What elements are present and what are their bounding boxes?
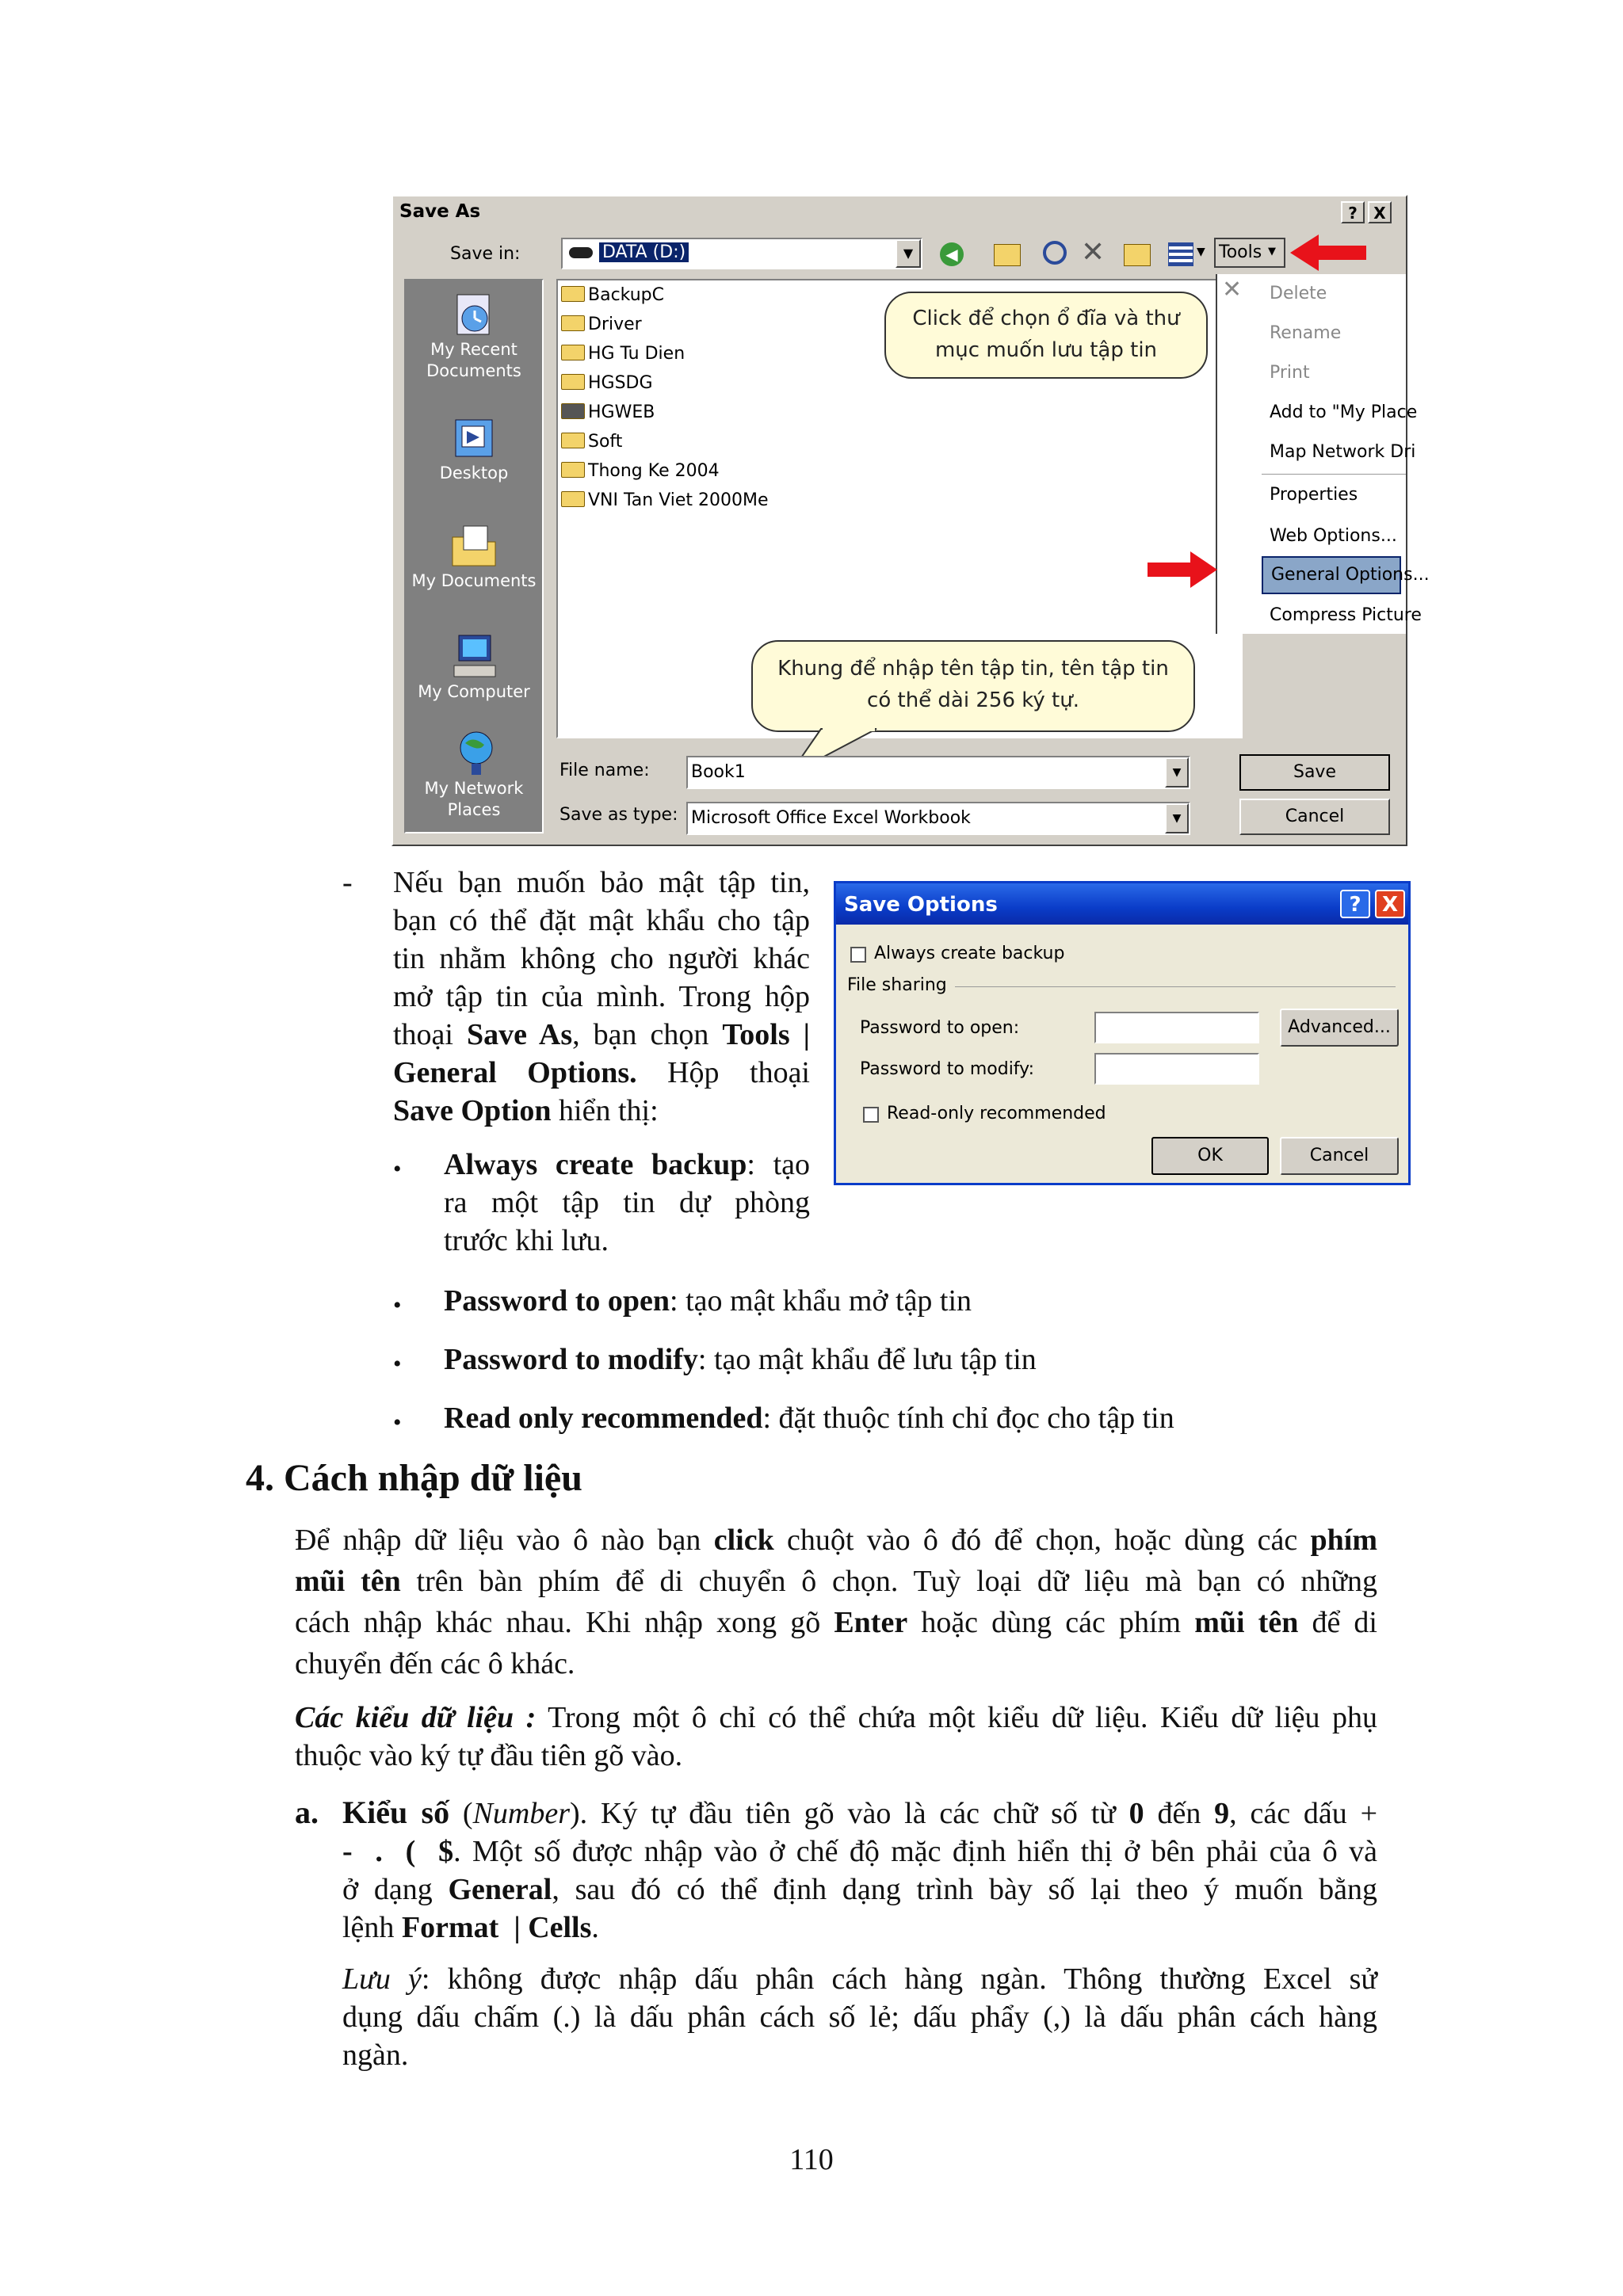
close-icon: ✕ (1222, 276, 1243, 303)
text-bold: - . ( $ (342, 1835, 454, 1868)
intro-line: mở tập tin của mình. Trong hộp (393, 980, 810, 1013)
text-span: Để nhập dữ liệu vào ô nào bạn (295, 1524, 714, 1557)
tools-chevron-icon: ▼ (1268, 246, 1276, 257)
folder-item[interactable] (561, 285, 664, 305)
text-span: đến (1144, 1797, 1215, 1830)
place-recent[interactable] (406, 290, 542, 382)
para-line: thuộc vào ký tự đầu tiên gõ vào. (295, 1739, 683, 1772)
intro-line: bạn có thể đặt mật khẩu cho tập (393, 904, 810, 937)
advanced-button[interactable]: Advanced... (1280, 1009, 1399, 1047)
menu-item-print[interactable]: Print (1270, 363, 1310, 383)
folder-icon (561, 462, 585, 478)
note-paragraph (342, 1960, 1377, 2074)
text-span: , bạn chọn (572, 1018, 723, 1051)
save-options-titlebar (836, 883, 1408, 925)
places-bar (404, 279, 544, 833)
menu-item-compress-pictures[interactable]: Compress Picture (1270, 605, 1422, 625)
save-button[interactable]: Save (1239, 754, 1390, 791)
file-name-input[interactable] (686, 756, 1190, 789)
chevron-down-icon[interactable]: ▼ (1165, 757, 1189, 788)
chevron-down-icon[interactable]: ▼ (896, 239, 921, 268)
text-span: hiển thị: (551, 1094, 659, 1127)
save-as-type-value: Microsoft Office Excel Workbook (691, 808, 971, 828)
back-icon[interactable]: ◀ (940, 242, 964, 266)
folder-item[interactable] (561, 315, 642, 334)
folder-name: Soft (588, 432, 623, 452)
always-backup-label: Always create backup (874, 944, 1065, 963)
save-as-dialog (391, 195, 1430, 846)
readonly-label: Read-only recommended (887, 1104, 1106, 1123)
para-line (295, 1602, 1377, 1643)
folder-name: HG Tu Dien (588, 344, 685, 364)
place-label: Documents (426, 361, 521, 380)
intro-line (393, 1092, 810, 1130)
folder-name: BackupC (588, 285, 665, 305)
text-span: : không được nhập dấu phân cách hàng ngàn. Thông thường Excel sử (421, 1962, 1377, 1996)
intro-line (393, 1016, 810, 1054)
views-icon[interactable] (1168, 242, 1193, 266)
para-line (342, 1909, 1377, 1947)
save-in-value: DATA (D:) (599, 242, 689, 262)
para-line (342, 1833, 1377, 1871)
help-button[interactable]: ? (1340, 890, 1370, 918)
text-bold: mũi tên (1194, 1606, 1299, 1639)
callout-tools (884, 292, 1208, 379)
folder-name: VNI Tan Viet 2000Me (588, 490, 769, 510)
para-line (295, 1699, 1377, 1737)
text-span: : tạo mật khẩu mở tập tin (670, 1284, 972, 1318)
folder-item[interactable] (561, 432, 622, 452)
text-span: , các dấu + (1229, 1797, 1378, 1830)
bullet-icon: • (393, 1292, 402, 1318)
place-label: My Network (424, 779, 524, 798)
text-bold: click (713, 1524, 774, 1557)
text-bold: Save As (467, 1018, 573, 1051)
place-label: Places (447, 800, 501, 819)
folder-item[interactable] (561, 402, 655, 422)
always-backup-checkbox[interactable] (850, 947, 866, 963)
para-line: dụng dấu chấm (.) là dấu phân cách số lẻ; dấu phẩy (,) là dấu phân cách hàng (342, 2000, 1377, 2034)
dash-bullet: - (342, 866, 353, 899)
bullet-readonly (444, 1399, 1174, 1437)
folder-icon (561, 433, 585, 448)
para-line (295, 1561, 1377, 1602)
bullet-icon: • (393, 1156, 402, 1182)
file-sharing-label: File sharing (847, 975, 947, 995)
place-my-computer[interactable] (406, 632, 542, 703)
file-sharing-separator (955, 986, 1396, 987)
up-folder-icon[interactable] (994, 244, 1021, 266)
folder-name: HGWEB (588, 402, 655, 422)
item-label: a. (295, 1794, 319, 1830)
text-span: : tạo (747, 1148, 810, 1181)
callout-tools-text: Click để chọn ổ đĩa và thư mục muốn lưu tập tin (912, 307, 1180, 362)
menu-item-web-options[interactable]: Web Options... (1270, 526, 1397, 546)
save-as-type-select[interactable] (686, 802, 1190, 835)
text-bold: phím (1310, 1524, 1377, 1557)
intro-paragraph (393, 864, 810, 1130)
para-line (342, 1960, 1377, 1998)
close-button[interactable]: X (1375, 890, 1405, 918)
menu-item-map-network[interactable]: Map Network Dri (1270, 442, 1416, 462)
text-bold: General Options. (393, 1056, 637, 1089)
file-name-value: Book1 (691, 762, 746, 782)
my-documents-icon (448, 521, 500, 570)
text-bold: 9 (1214, 1797, 1230, 1830)
menu-item-properties[interactable]: Properties (1270, 485, 1358, 505)
text-bold: 0 (1128, 1797, 1144, 1830)
cancel-button[interactable]: Cancel (1239, 799, 1390, 835)
place-desktop[interactable] (406, 414, 542, 484)
paragraph-data-types (295, 1699, 1377, 1775)
save-options-title: Save Options (844, 893, 998, 917)
text-bold: Password to open (444, 1284, 670, 1318)
text-bold: Kiểu số (342, 1794, 450, 1830)
text-span: trên bàn phím để di chuyển ô chọn. Tuỳ loại dữ liệu mà bạn có những (400, 1565, 1377, 1598)
text-bold: Format | Cells (401, 1911, 592, 1944)
text-span: Trong một ô chỉ có thể chứa một kiểu dữ liệu. Kiểu dữ liệu phụ (536, 1701, 1378, 1734)
bullet-icon: • (393, 1409, 402, 1436)
desktop-icon (448, 414, 500, 463)
folder-name: Thong Ke 2004 (588, 461, 720, 481)
text-bold: Save Option (393, 1094, 552, 1127)
drive-icon (569, 247, 593, 258)
save-in-dropdown[interactable] (561, 238, 922, 269)
para-line (295, 1520, 1377, 1561)
network-places-icon (448, 729, 500, 778)
para-line (342, 1794, 1377, 1833)
chevron-down-icon[interactable]: ▼ (1165, 803, 1189, 833)
text-span: ( (449, 1797, 473, 1830)
red-arrow-icon (1148, 551, 1219, 588)
section-heading: 4. Cách nhập dữ liệu (246, 1457, 582, 1499)
text-bold: Password to modify (444, 1343, 698, 1376)
views-dropdown-icon[interactable]: ▼ (1197, 246, 1205, 258)
folder-icon (561, 374, 585, 390)
cancel-button[interactable]: Cancel (1280, 1137, 1399, 1175)
save-as-title: Save As (399, 201, 481, 222)
place-label: My Computer (418, 682, 530, 701)
text-bold: Enter (834, 1606, 908, 1639)
place-network[interactable] (406, 729, 542, 821)
menu-separator (1262, 474, 1406, 475)
my-computer-icon (448, 632, 500, 681)
callout-filename (751, 640, 1195, 732)
folder-name: HGSDG (588, 373, 653, 393)
bullet-password-modify (444, 1341, 1037, 1379)
text-span: . Một số được nhập vào ở chế độ mặc định hiển thị ở bên phải của ô và (453, 1835, 1377, 1868)
save-options-dialog (834, 881, 1411, 1185)
delete-icon[interactable]: ✕ (1081, 236, 1106, 269)
intro-line (393, 1054, 810, 1092)
text-span: ). Ký tự đầu tiên gõ vào là các chữ số từ (570, 1797, 1129, 1830)
bullet-always-backup (444, 1146, 810, 1260)
tools-label: Tools (1219, 242, 1262, 262)
text-span: ở dạng (342, 1873, 449, 1906)
text-bold: Tools | (722, 1018, 811, 1051)
folder-item[interactable] (561, 373, 653, 393)
password-modify-label: Password to modify: (860, 1059, 1034, 1079)
text-span: lệnh (342, 1911, 402, 1944)
bullet-icon: • (393, 1351, 402, 1377)
save-as-type-label: Save as type: (559, 805, 678, 825)
menu-item-delete[interactable]: Delete (1270, 284, 1327, 303)
bullet-line (444, 1146, 810, 1184)
help-button[interactable]: ? (1341, 201, 1365, 223)
readonly-checkbox[interactable] (863, 1107, 879, 1123)
folder-icon (561, 315, 585, 331)
text-bold-italic: Các kiểu dữ liệu : (295, 1701, 537, 1734)
text-bold: General (448, 1873, 552, 1906)
place-label: Desktop (439, 463, 509, 482)
recent-documents-icon (448, 290, 500, 339)
item-number-type (342, 1794, 1377, 1947)
para-line (342, 1871, 1377, 1909)
text-span: thoại (393, 1018, 467, 1051)
text-italic: Number (472, 1797, 571, 1830)
text-span: . (591, 1911, 599, 1944)
bullet-password-open (444, 1282, 972, 1320)
text-span: : đặt thuộc tính chỉ đọc cho tập tin (762, 1402, 1174, 1435)
intro-line: tin nhằm không cho người khác (393, 942, 810, 975)
save-in-label: Save in: (450, 244, 521, 264)
tools-menu (1216, 274, 1430, 634)
place-label: My Documents (411, 571, 537, 590)
tools-button[interactable] (1214, 238, 1285, 268)
text-bold: Read only recommended (444, 1402, 763, 1435)
folder-icon (561, 345, 585, 360)
intro-line: Nếu bạn muốn bảo mật tập tin, (393, 866, 810, 899)
page-number: 110 (789, 2143, 834, 2176)
folder-item[interactable] (561, 461, 720, 481)
paragraph-entry (295, 1520, 1377, 1684)
password-open-input[interactable] (1094, 1012, 1259, 1043)
place-my-documents[interactable] (406, 521, 542, 592)
folder-item[interactable] (561, 344, 685, 364)
text-span: : tạo mật khẩu để lưu tập tin (697, 1343, 1037, 1376)
new-folder-icon[interactable] (1124, 244, 1151, 266)
text-bold: mũi tên (295, 1565, 401, 1598)
place-label: My Recent (430, 340, 517, 359)
text-span: , sau đó có thể định dạng trình bày số lại theo ý muốn bằng (552, 1873, 1377, 1906)
search-web-icon[interactable] (1043, 241, 1067, 265)
folder-name: Driver (588, 315, 642, 334)
bullet-line: trước khi lưu. (444, 1224, 609, 1257)
password-open-label: Password to open: (860, 1018, 1020, 1038)
text-span: chuột vào ô đó để chọn, hoặc dùng các (773, 1524, 1311, 1557)
close-button[interactable]: X (1368, 201, 1392, 223)
ok-button[interactable]: OK (1151, 1137, 1269, 1175)
text-bold: Always create backup (444, 1148, 747, 1181)
text-span: để di (1298, 1606, 1377, 1639)
text-span: Hộp thoại (667, 1056, 810, 1089)
para-line: ngàn. (342, 2039, 409, 2072)
save-as-titlebar (393, 196, 1406, 228)
folder-item[interactable] (561, 490, 769, 510)
menu-item-rename[interactable]: Rename (1270, 323, 1342, 343)
folder-icon (561, 403, 585, 419)
para-line: chuyển đến các ô khác. (295, 1647, 575, 1680)
bullet-line: ra một tập tin dự phòng (444, 1186, 810, 1219)
callout-filename-text: Khung để nhập tên tập tin, tên tập tin có thể dài 256 ký tự. (777, 657, 1169, 712)
text-span: cách nhập khác nhau. Khi nhập xong gõ (295, 1606, 834, 1639)
text-italic: Lưu ý (342, 1962, 422, 1996)
text-span: hoặc dùng các phím (907, 1606, 1195, 1639)
password-modify-input[interactable] (1094, 1053, 1259, 1085)
folder-icon (561, 491, 585, 507)
menu-item-general-options[interactable]: General Options... (1262, 556, 1401, 594)
red-arrow-icon (1290, 235, 1369, 271)
menu-item-add-to-places[interactable]: Add to "My Place (1270, 402, 1418, 422)
folder-icon (561, 286, 585, 302)
file-name-label: File name: (559, 761, 650, 780)
